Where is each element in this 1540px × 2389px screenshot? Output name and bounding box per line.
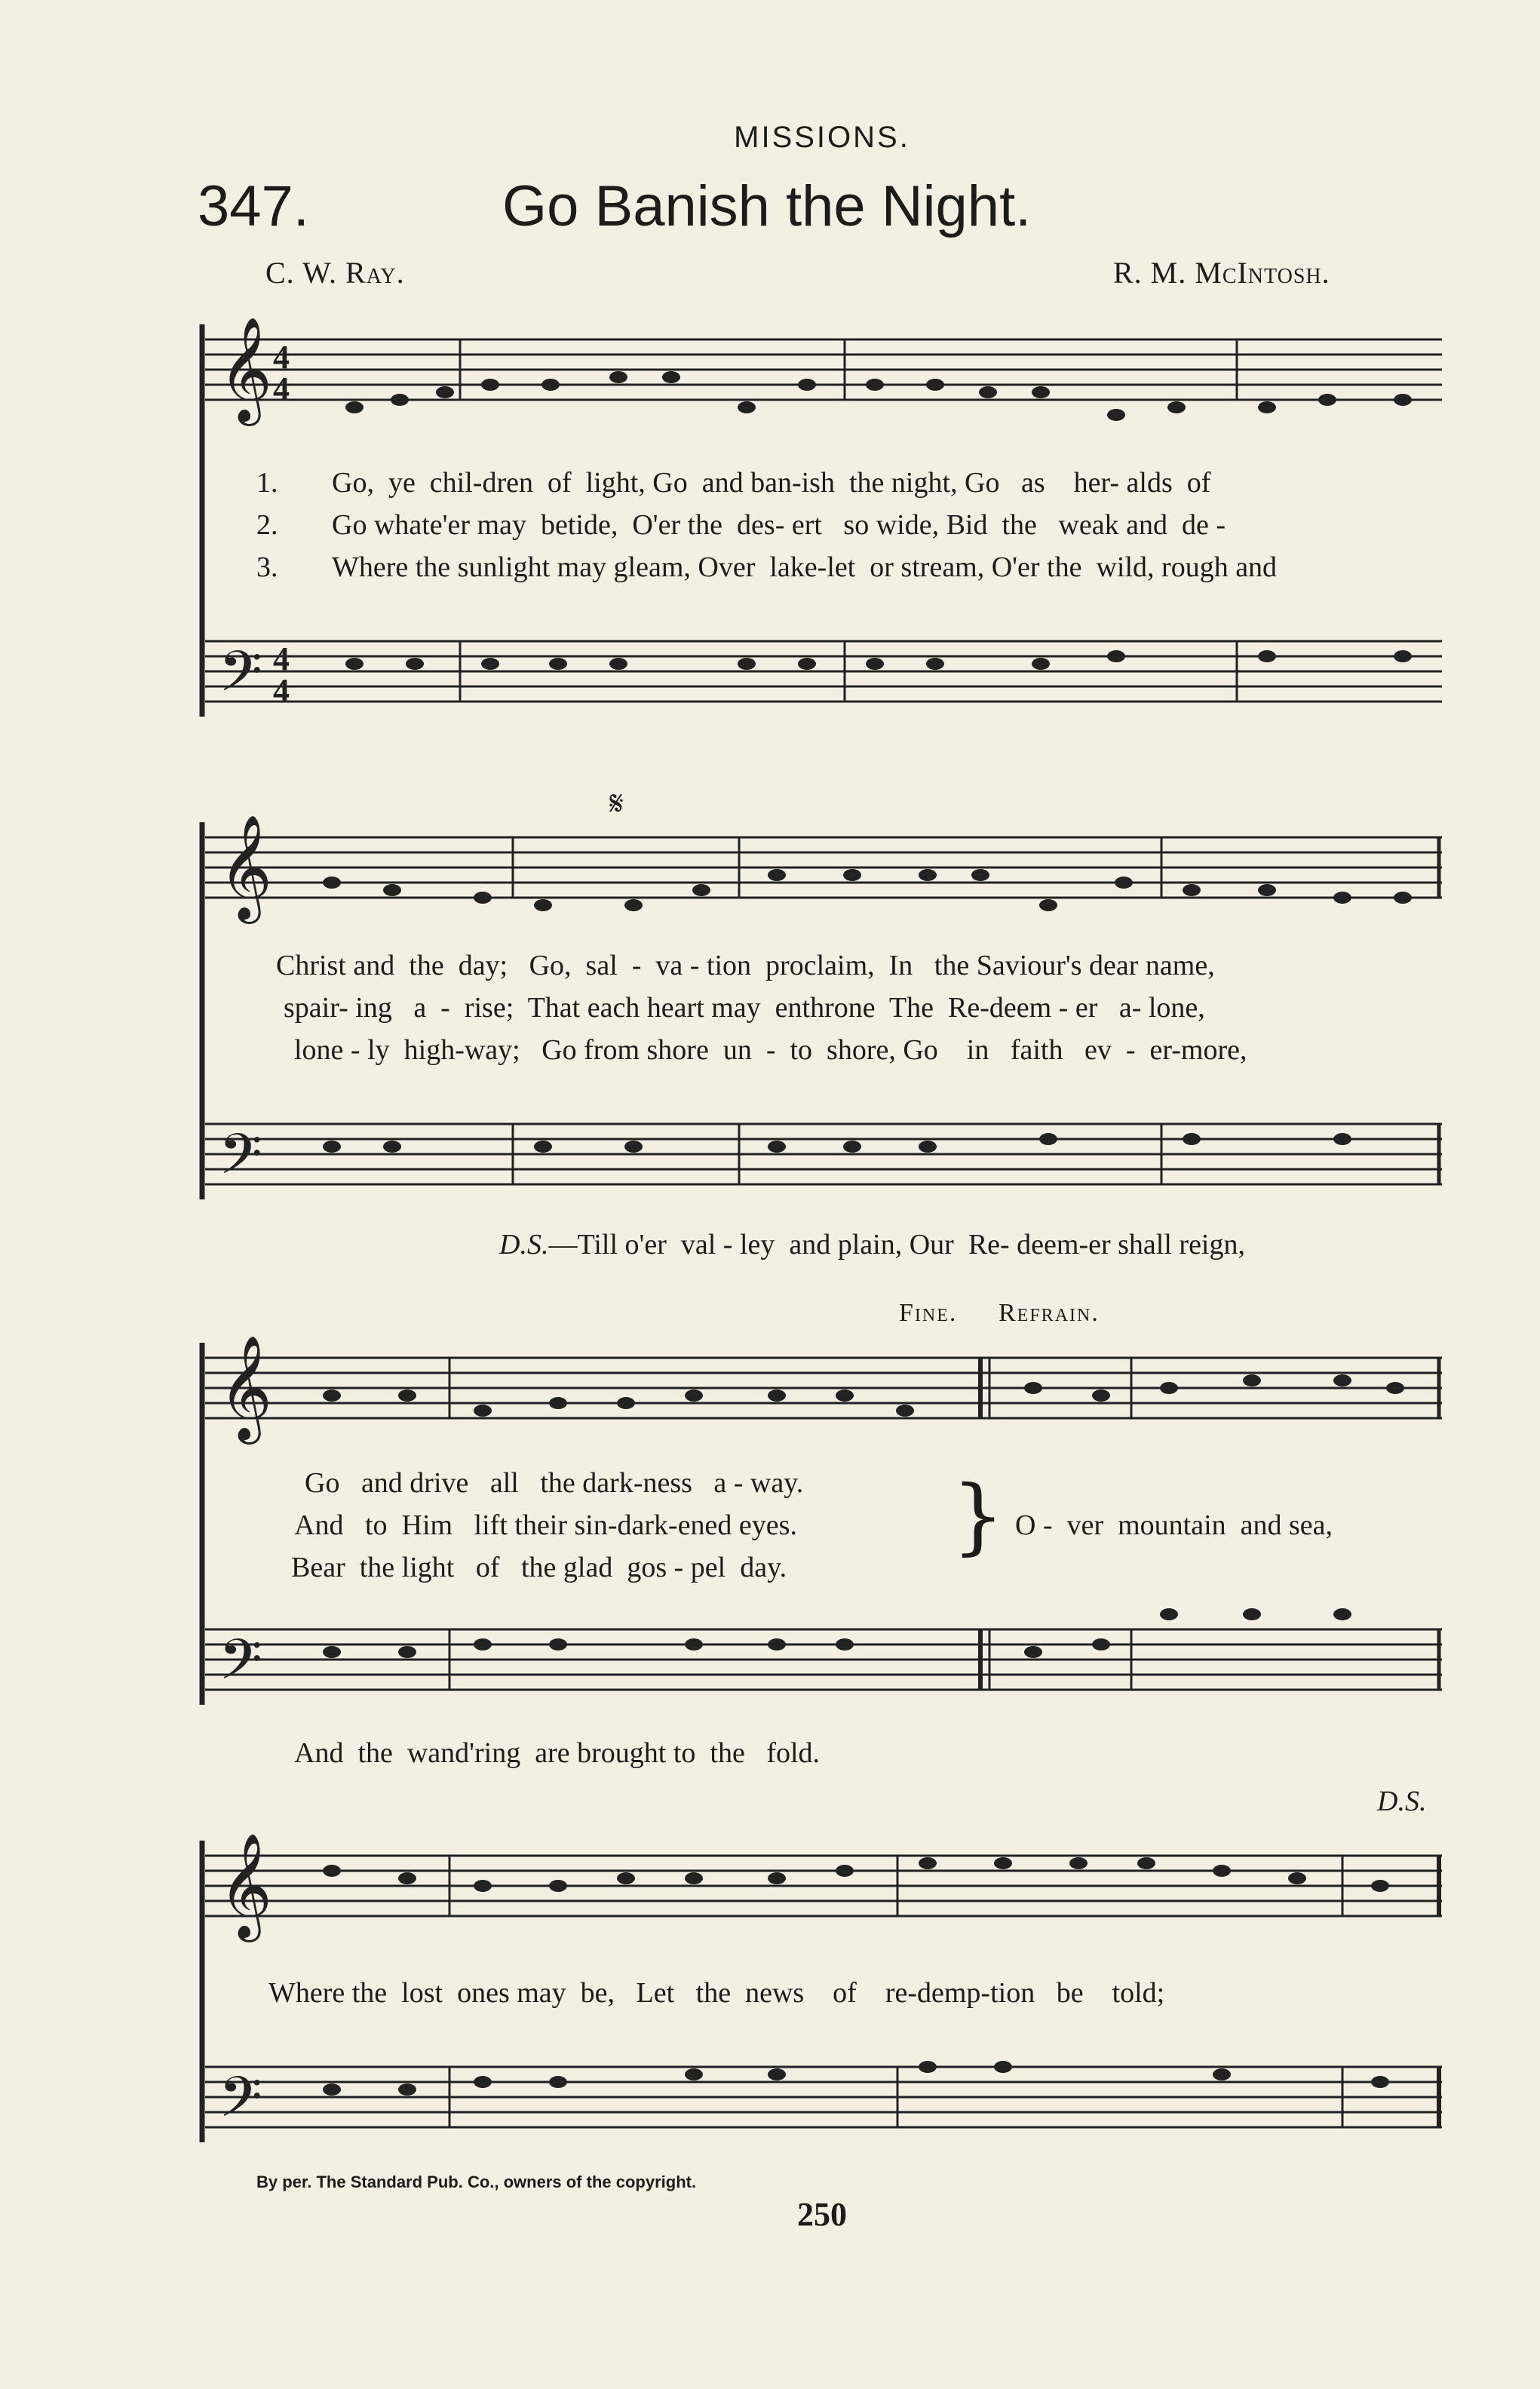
bass-clef-icon: 𝄢	[219, 2065, 262, 2144]
treble-clef-icon: 𝄞	[219, 1833, 272, 1938]
verse-3-line-3: Bear the light of the glad gos - pel day.	[291, 1552, 787, 1583]
bass-clef-icon: 𝄢	[219, 1627, 262, 1706]
verse-3-line-2: lone - ly high-way; Go from shore un - to shore, Go in faith ev - er-more,	[294, 1034, 1247, 1066]
verse-1-line-3: Go and drive all the dark-ness a - way.	[305, 1467, 804, 1499]
time-signature-bass-top: 4	[273, 640, 290, 677]
page-number: 250	[797, 2196, 847, 2233]
treble-clef-icon: 𝄞	[219, 317, 272, 422]
copyright-notice: By per. The Standard Pub. Co., owners of the copyright.	[256, 2173, 697, 2191]
verse-2-line-2: spair- ing a - rise; That each heart may enthrone The Re-deem - er a- lone,	[284, 992, 1205, 1024]
refrain-line-3: Where the lost ones may be, Let the news of re-demp-tion be told;	[268, 1977, 1165, 2009]
treble-clef-icon: 𝄞	[219, 1335, 272, 1440]
bass-clef-icon: 𝄢	[219, 1122, 262, 1201]
lyricist-credit: C. W. Ray.	[265, 256, 405, 290]
segno-icon: 𝄋	[609, 792, 624, 823]
time-signature-bass-bottom: 4	[273, 672, 290, 709]
treble-clef-icon: 𝄞	[219, 815, 272, 920]
verse-2-line-1: 2. Go whate'er may betide, O'er the des- ert so wide, Bid the weak and de -	[256, 509, 1226, 541]
verse-1-line-2: Christ and the day; Go, sal - va - tion proclaim, In the Saviour's dear name,	[276, 950, 1215, 981]
refrain-line-2: And the wand'ring are brought to the fold.	[294, 1737, 821, 1769]
time-signature-bottom: 4	[273, 370, 290, 407]
verse-1-line-1: 1. Go, ye chil-dren of light, Go and ban-ish the night, Go as her- alds of	[256, 467, 1211, 499]
hymn-title: Go Banish the Night.	[502, 174, 1032, 238]
refrain-line-1: O - ver mountain and sea,	[1015, 1509, 1333, 1541]
hymn-number: 347.	[198, 174, 309, 238]
fine-marker: Fine.	[899, 1299, 958, 1327]
verse-2-line-3: And to Him lift their sin-dark-ened eyes.	[294, 1509, 797, 1541]
ds-lyric-line: D.S.—Till o'er val - ley and plain, Our Re- deem-er shall reign,	[499, 1229, 1245, 1261]
bass-clef-icon: 𝄢	[219, 639, 262, 718]
section-heading: MISSIONS.	[734, 121, 910, 154]
verse-brace: }	[952, 1467, 1005, 1564]
refrain-marker: Refrain.	[999, 1299, 1100, 1327]
composer-credit: R. M. McIntosh.	[1113, 256, 1330, 290]
time-signature-top: 4	[273, 339, 290, 376]
verse-3-line-1: 3. Where the sunlight may gleam, Over lake-let or stream, O'er the wild, rough and	[256, 551, 1278, 583]
ds-marker: D.S.	[1377, 1786, 1427, 1817]
